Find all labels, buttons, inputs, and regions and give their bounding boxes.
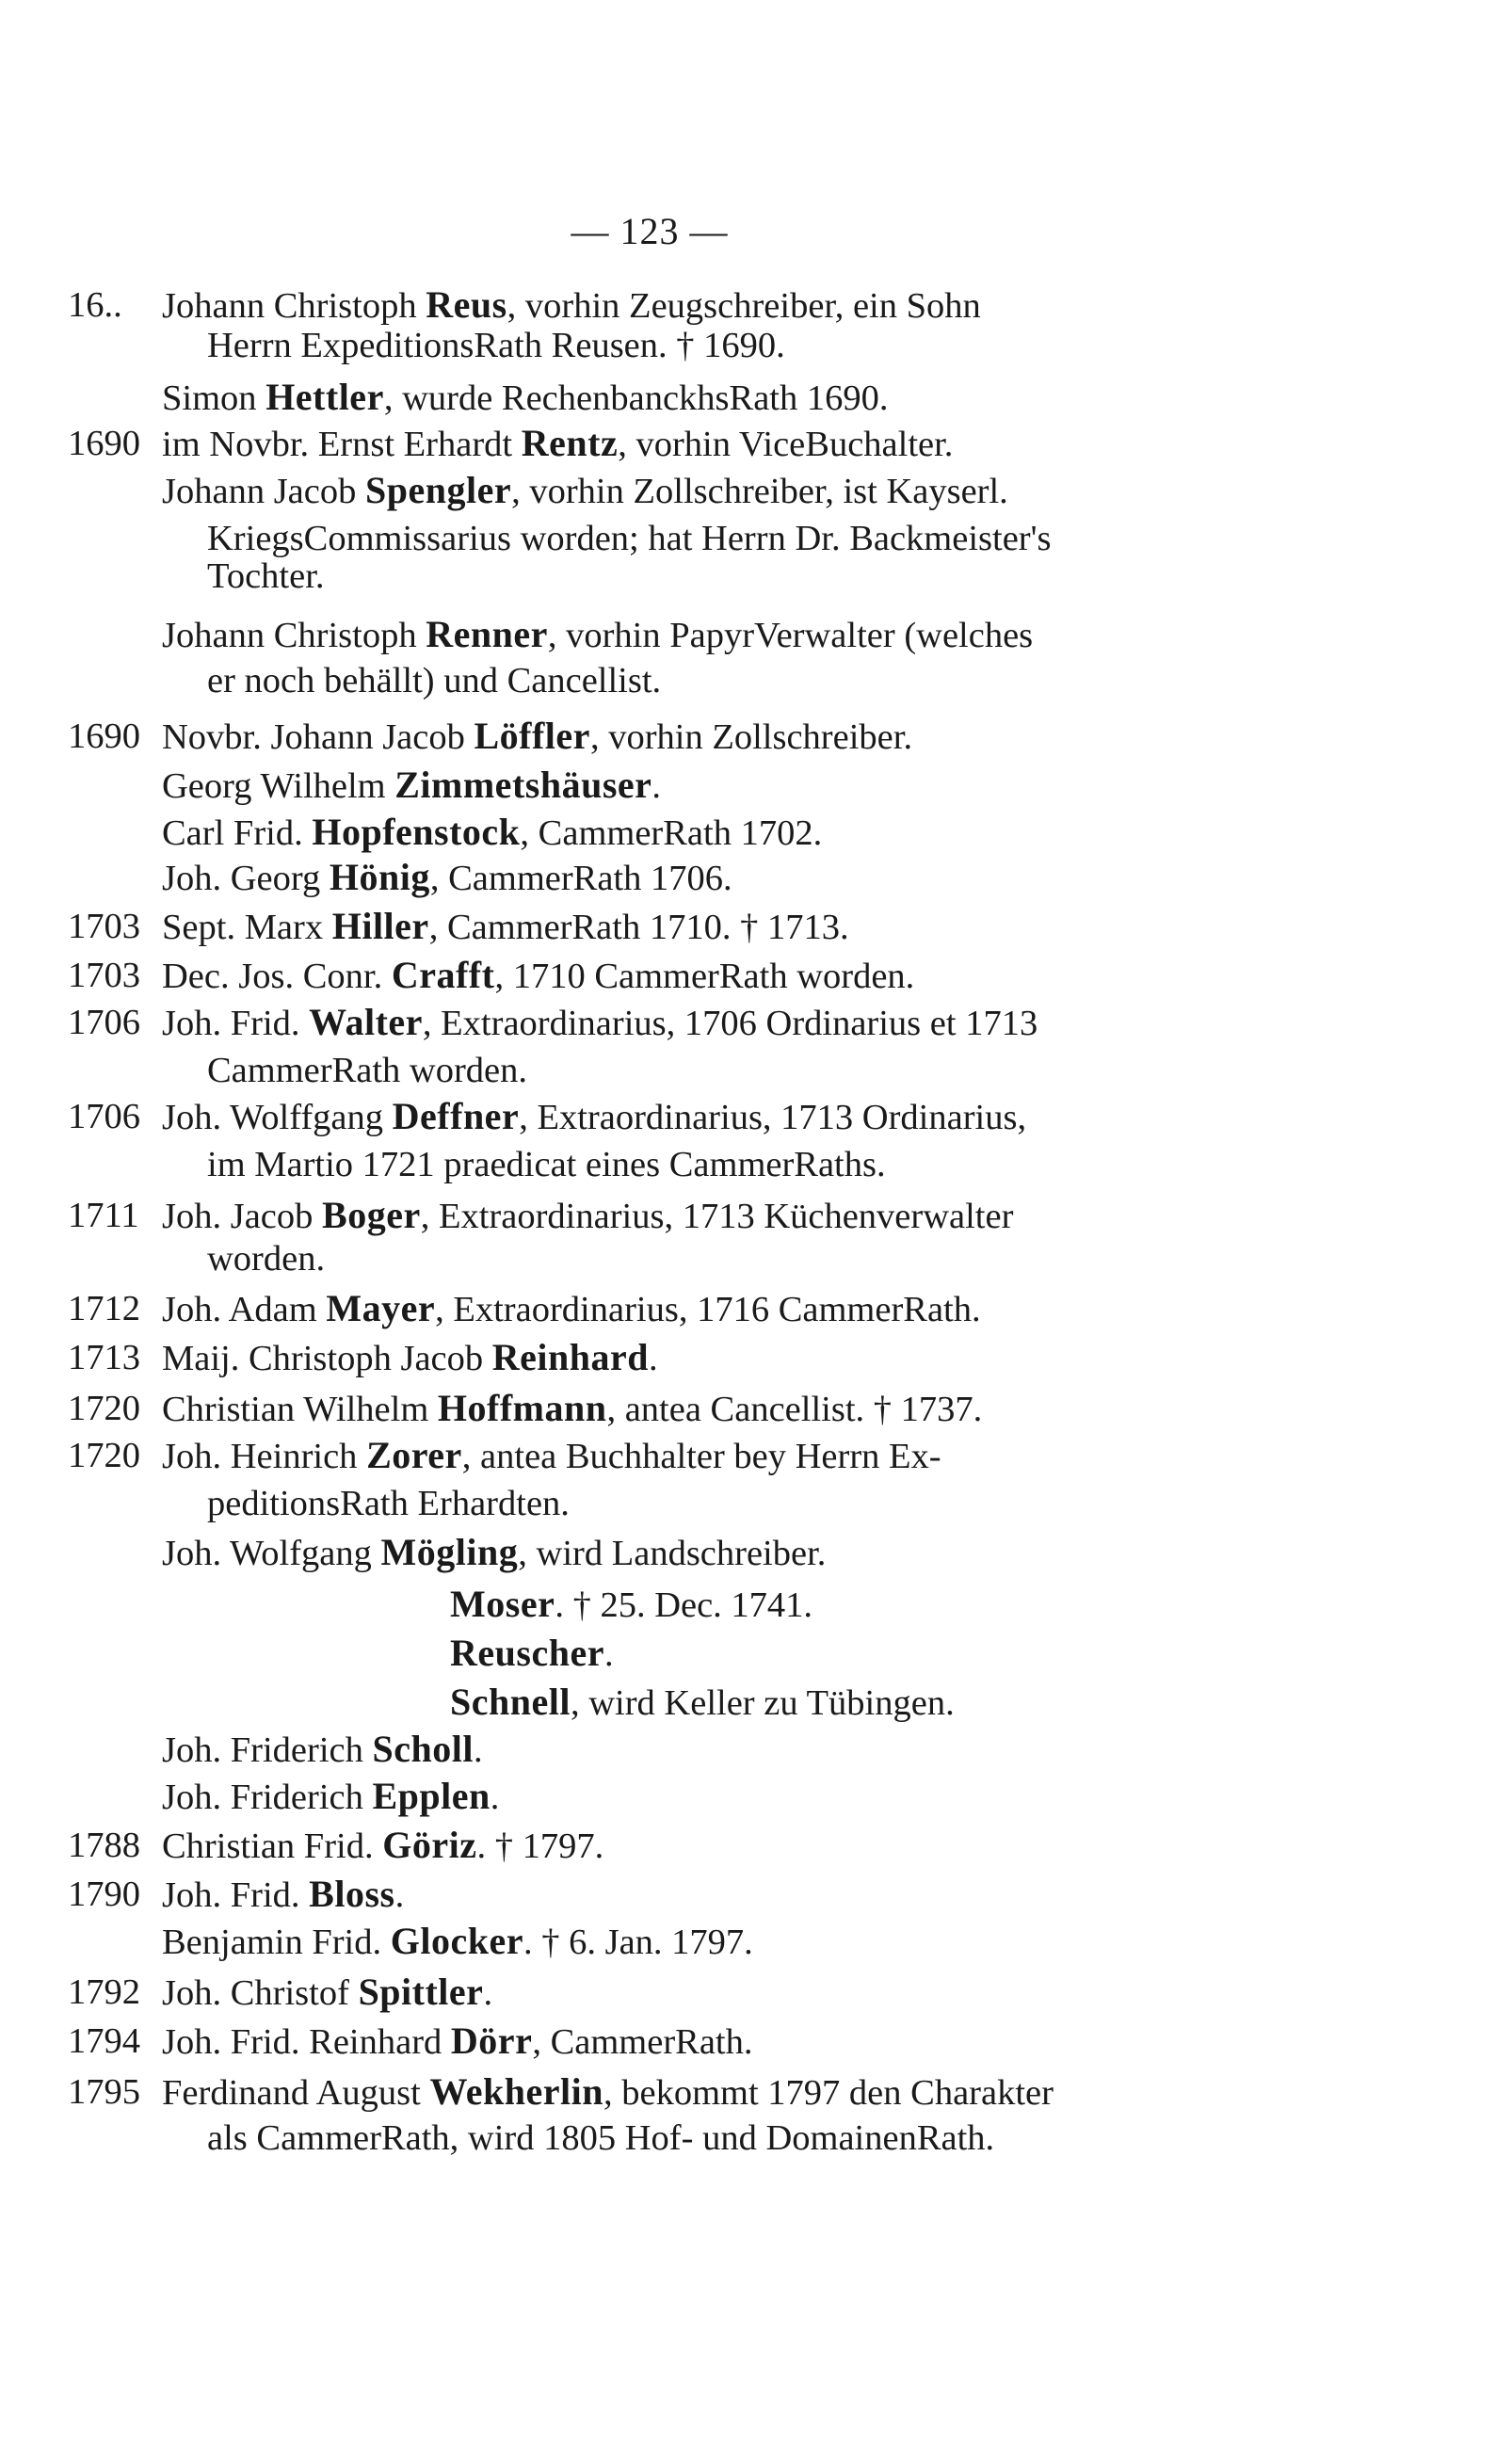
entry-text-tail: . — [483, 1973, 493, 2013]
entry-text-lead: Novbr. Johann Jacob — [162, 717, 475, 757]
entry-text — [162, 1917, 753, 1967]
register-line — [0, 761, 1512, 810]
entry-text-tail: . † 25. Dec. 1741. — [555, 1585, 813, 1625]
person-surname: Reus — [426, 283, 507, 326]
entry-text-tail: , CammerRath 1710. † 1713. — [428, 908, 849, 947]
entry-text-lead: Simon — [162, 378, 266, 418]
entry-text-lead: Christian Frid. — [162, 1826, 383, 1866]
entry-text-tail: , Extraordinarius, 1706 Ordinarius et 1713 — [422, 1004, 1038, 1043]
entry-text-lead: im Martio 1721 praedicat eines CammerRaths. — [207, 1145, 886, 1184]
register-line — [0, 419, 1512, 468]
register-line — [0, 1431, 1512, 1480]
register-line — [0, 655, 1512, 704]
entry-text-tail: . — [603, 1634, 614, 1674]
person-surname: Hopfenstock — [312, 811, 521, 853]
entry-year: 1713 — [68, 1338, 140, 1377]
entry-text-lead: Georg Wilhelm — [162, 766, 395, 806]
person-surname: Schnell — [450, 1681, 571, 1723]
entry-text-tail: . † 6. Jan. 1797. — [523, 1923, 753, 1962]
register-line — [0, 1580, 1512, 1629]
entry-text-tail: . † 1797. — [476, 1826, 604, 1866]
page-number: — 123 — — [571, 210, 729, 252]
entry-text-tail: , wird Landschreiber. — [518, 1534, 827, 1573]
entry-text — [162, 1284, 981, 1334]
register-line — [0, 1478, 1512, 1527]
person-surname: Reinhard — [491, 1336, 649, 1378]
register-line — [0, 1528, 1512, 1577]
entry-text — [162, 2017, 753, 2067]
entry-text-lead: Sept. Marx — [162, 908, 332, 947]
entry-text-tail: , 1710 CammerRath worden. — [494, 957, 915, 996]
person-surname: Zorer — [366, 1434, 462, 1476]
entry-year: 1790 — [68, 1875, 140, 1914]
person-surname: Deffner — [392, 1095, 520, 1137]
person-surname: Spengler — [364, 469, 512, 511]
register-line — [0, 853, 1512, 902]
entry-text-lead: Joh. Jacob — [162, 1197, 323, 1236]
register-line — [0, 320, 1512, 369]
entry-text-lead: im Novbr. Ernst Erhardt — [162, 425, 522, 464]
entry-text — [162, 1431, 941, 1481]
entry-text-lead: Joh. Frid. — [162, 1875, 310, 1915]
entry-text — [450, 1629, 614, 1679]
entry-text-tail: , wurde RechenbanckhsRath 1690. — [383, 378, 889, 418]
person-surname: Walter — [309, 1001, 423, 1043]
entry-text-lead: Maij. Christoph Jacob — [162, 1339, 492, 1378]
entry-text-lead: KriegsCommissarius worden; hat Herrn Dr. Backmeister's — [207, 519, 1052, 558]
entry-text-lead: Joh. Frid. Reinhard — [162, 2022, 451, 2062]
entry-text-lead: worden. — [207, 1239, 326, 1279]
entry-text — [162, 1384, 982, 1434]
entry-text — [450, 1678, 955, 1728]
entry-year: 1788 — [68, 1826, 140, 1865]
register-line — [0, 610, 1512, 659]
register-line — [0, 808, 1512, 857]
entry-text — [162, 808, 822, 858]
entry-text-tail: . — [649, 1339, 658, 1378]
person-surname: Hoffmann — [437, 1387, 607, 1429]
person-surname: Spittler — [358, 1971, 484, 2013]
entry-text-lead: Joh. Frid. — [162, 1004, 310, 1043]
entry-text-tail: , Extraordinarius, 1713 Küchenverwalter — [420, 1197, 1014, 1236]
entry-text — [450, 1580, 812, 1630]
entry-text — [207, 1478, 570, 1528]
person-surname: Crafft — [391, 954, 495, 996]
register-line — [0, 373, 1512, 422]
entry-text-tail: , antea Cancellist. † 1737. — [606, 1390, 983, 1429]
entry-text-lead: Tochter. — [207, 556, 325, 596]
entry-text-tail: , CammerRath 1706. — [429, 859, 732, 898]
person-surname: Rentz — [521, 422, 619, 464]
register-line — [0, 1678, 1512, 1727]
entry-text — [162, 951, 914, 1001]
register-line — [0, 1092, 1512, 1141]
entry-year: 1703 — [68, 907, 140, 946]
entry-text — [207, 2113, 994, 2163]
register-line — [0, 551, 1512, 600]
entry-text-lead: Joh. Wolffgang — [162, 1098, 393, 1137]
entry-text-lead: Christian Wilhelm — [162, 1390, 438, 1429]
entry-text — [162, 1092, 1026, 1142]
entry-text — [162, 998, 1037, 1048]
entry-text — [207, 655, 661, 705]
entry-text-lead: Joh. Friderich — [162, 1778, 373, 1817]
person-surname: Renner — [426, 613, 548, 655]
entry-text-tail: , Extraordinarius, 1713 Ordinarius, — [519, 1098, 1027, 1137]
person-surname: Wekherlin — [429, 2070, 603, 2113]
register-line — [0, 1045, 1512, 1094]
entry-text-lead: CammerRath worden. — [207, 1051, 527, 1090]
entry-text-lead: Joh. Adam — [162, 1290, 327, 1329]
entry-year: 1720 — [68, 1436, 140, 1475]
entry-text — [162, 1333, 658, 1383]
register-line — [0, 1968, 1512, 2017]
entry-text — [162, 712, 912, 762]
register-line — [0, 1284, 1512, 1333]
entry-text — [162, 373, 888, 423]
person-surname: Mayer — [326, 1287, 436, 1329]
entry-text-tail: , wird Keller zu Tübingen. — [570, 1683, 955, 1723]
register-line — [0, 466, 1512, 515]
entry-text-lead: Joh. Heinrich — [162, 1437, 367, 1476]
entry-text — [162, 466, 1008, 516]
entry-year: 1690 — [68, 716, 140, 756]
entry-text — [207, 1233, 325, 1283]
entry-year: 1795 — [68, 2072, 140, 2112]
entry-year: 1706 — [68, 1003, 140, 1042]
entry-text — [162, 1968, 492, 2018]
entry-text-tail: . — [651, 766, 662, 806]
person-surname: Glocker — [390, 1920, 523, 1962]
person-surname: Hönig — [329, 856, 430, 898]
entry-text-tail: , bekommt 1797 den Charakter — [603, 2073, 1054, 2113]
register-line — [0, 2017, 1512, 2066]
entry-text-lead: er noch behällt) und Cancellist. — [207, 661, 662, 700]
entry-year: 16.. — [68, 285, 122, 325]
person-surname: Epplen — [372, 1775, 491, 1817]
entry-year: 1690 — [68, 424, 140, 463]
person-surname: Scholl — [372, 1728, 474, 1770]
entry-text-lead: Carl Frid. — [162, 813, 313, 853]
entry-text-lead: Benjamin Frid. — [162, 1923, 391, 1962]
entry-text-tail: , CammerRath 1702. — [520, 813, 823, 853]
entry-text — [162, 1870, 404, 1920]
entry-text — [162, 1772, 499, 1822]
entry-text — [162, 761, 661, 811]
entry-text-lead: Dec. Jos. Conr. — [162, 957, 392, 996]
register-line — [0, 1870, 1512, 1919]
register-line — [0, 1333, 1512, 1382]
entry-year: 1794 — [68, 2021, 140, 2061]
entry-text-lead: Joh. Christof — [162, 1973, 359, 2013]
person-surname: Dörr — [450, 2019, 533, 2062]
person-surname: Zimmetshäuser — [394, 764, 652, 806]
entry-text-lead: peditionsRath Erhardten. — [207, 1484, 570, 1523]
register-line — [0, 951, 1512, 1000]
entry-text-tail: , vorhin Zollschreiber. — [589, 717, 913, 757]
entry-text-tail: . — [394, 1875, 405, 1915]
entry-text — [207, 1139, 886, 1189]
person-surname: Boger — [322, 1194, 421, 1236]
register-line — [0, 1725, 1512, 1774]
entry-text — [207, 320, 785, 370]
register-line — [0, 1772, 1512, 1821]
entry-year: 1712 — [68, 1289, 140, 1328]
entry-text-lead: Joh. Georg — [162, 859, 330, 898]
entry-text-lead: Joh. Wolfgang — [162, 1534, 381, 1573]
entry-text — [162, 419, 953, 469]
person-surname: Göriz — [382, 1824, 477, 1866]
person-surname: Moser — [450, 1583, 555, 1625]
register-line — [0, 1629, 1512, 1678]
person-surname: Hettler — [265, 376, 384, 418]
person-surname: Hiller — [331, 905, 429, 947]
register-line — [0, 2113, 1512, 2162]
entry-text-tail: , vorhin Zollschreiber, ist Kayserl. — [511, 472, 1008, 511]
entry-text-lead: Joh. Friderich — [162, 1730, 373, 1770]
entry-text-lead: Johann Christoph — [162, 616, 426, 655]
register-line — [0, 712, 1512, 761]
register-line — [0, 1821, 1512, 1870]
entry-text-lead: als CammerRath, wird 1805 Hof- und DomainenRath. — [207, 2118, 995, 2158]
entry-text — [207, 551, 325, 601]
entry-text-tail: . — [473, 1730, 483, 1770]
entry-text-tail: , vorhin Zeugschreiber, ein Sohn — [507, 286, 981, 326]
entry-text-lead: Ferdinand August — [162, 2073, 430, 2113]
person-surname: Reuscher — [450, 1632, 604, 1674]
entry-text — [162, 2068, 1054, 2117]
entry-text-tail: , vorhin ViceBuchalter. — [618, 425, 954, 464]
entry-text — [162, 902, 849, 952]
person-surname: Mögling — [380, 1531, 519, 1573]
register-line — [0, 1384, 1512, 1433]
entry-text-lead: Johann Christoph — [162, 286, 426, 326]
entry-text — [207, 1045, 527, 1095]
register-line — [0, 2068, 1512, 2116]
entry-text-lead: Johann Jacob — [162, 472, 365, 511]
person-surname: Löffler — [474, 715, 590, 757]
entry-text — [162, 853, 732, 903]
entry-text — [162, 610, 1033, 660]
register-line — [0, 1917, 1512, 1966]
entry-text — [162, 1725, 483, 1775]
register-line — [0, 1139, 1512, 1188]
entry-year: 1711 — [68, 1196, 139, 1235]
entry-year: 1703 — [68, 956, 140, 995]
entry-text — [162, 1528, 826, 1578]
person-surname: Bloss — [309, 1873, 395, 1915]
entry-text-tail: , CammerRath. — [532, 2022, 753, 2062]
entry-year: 1720 — [68, 1389, 140, 1428]
register-line — [0, 1233, 1512, 1282]
entry-text-tail: , Extraordinarius, 1716 CammerRath. — [435, 1290, 981, 1329]
register-line — [0, 998, 1512, 1047]
entry-text-tail: , antea Buchhalter bey Herrn Ex- — [461, 1437, 941, 1476]
entry-year: 1792 — [68, 1972, 140, 2012]
entry-text — [162, 1821, 603, 1871]
entry-text-tail: . — [490, 1778, 500, 1817]
register-line — [0, 902, 1512, 951]
entry-text-tail: , vorhin PapyrVerwalter (welches — [547, 616, 1034, 655]
entry-text-lead: Herrn ExpeditionsRath Reusen. † 1690. — [207, 326, 785, 365]
entry-year: 1706 — [68, 1097, 140, 1136]
